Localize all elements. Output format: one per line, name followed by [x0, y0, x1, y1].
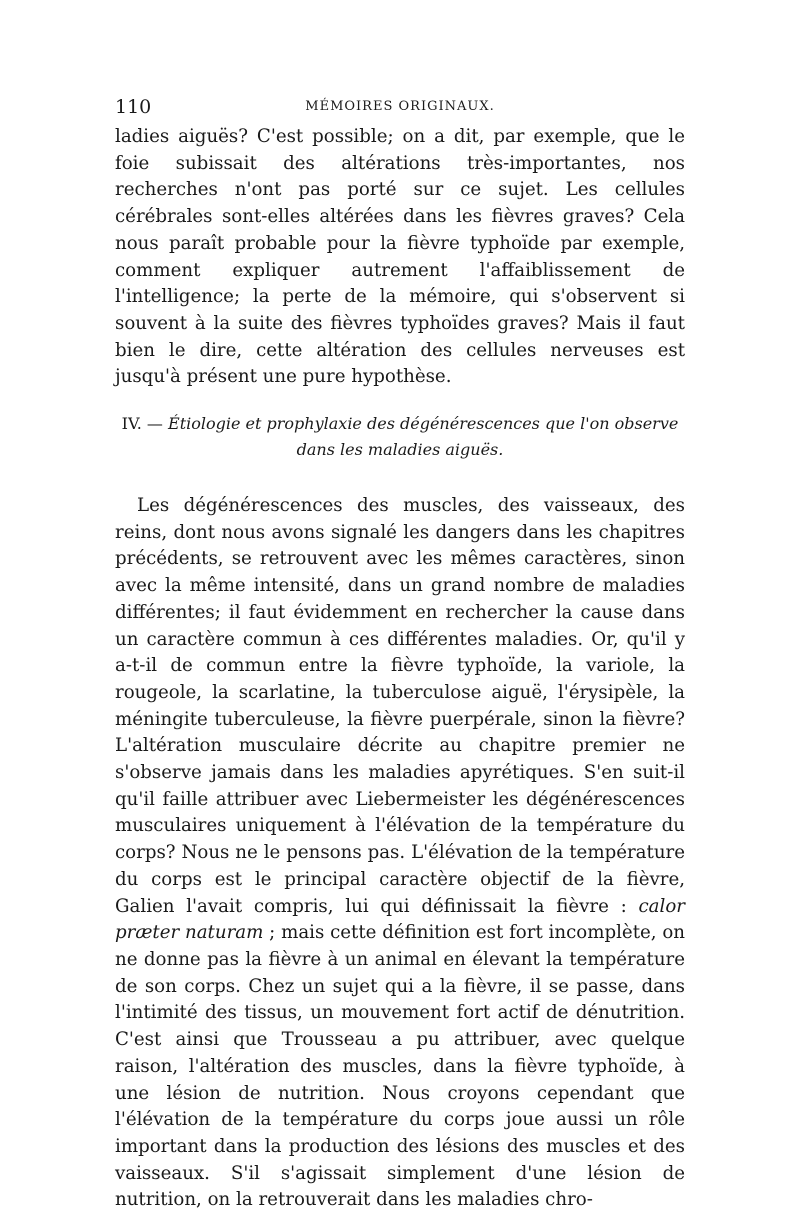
running-head: [115, 96, 685, 124]
paragraph-main: [115, 493, 685, 1214]
latin-quote: calor præter naturam: [115, 895, 685, 944]
page-number: 110: [115, 96, 152, 118]
paragraph-main-text-b: ; mais cette définition est fort incomplète, on ne donne pas la fièvre à un animal en élevant la température de son corps. Chez un sujet qui a la fièvre, il se passe, dans l'intimité des tissus, un mouvement fort actif de dénutrition. C'est ainsi que Trousseau a pu attribuer, avec quelque raison, l'altération des muscles, dans la fièvre typhoïde, à une lésion de nutrition. Nous croyons cependant que l'élévation de la température du corps joue aussi un rôle important dans la production des lésions des muscles et des vaisseaux. S'il s'agissait simplement d'une lésion de nutrition, on la retrouverait dans les maladies chro-: [115, 922, 686, 1211]
section-number: IV. —: [121, 414, 163, 434]
page: [115, 96, 685, 1214]
section-heading: [115, 411, 685, 463]
paragraph-main-text-a: Les dégénérescences des muscles, des vaisseaux, des reins, dont nous avons signalé les dangers dans les chapitres précédents, se retrouvent avec les mêmes caractères, sinon avec la même intensité, dans un grand nombre de maladies différentes; il faut évidemment en rechercher la cause dans un caractère commun à ces différentes maladies. Or, qu'il y a-t-il de commun entre la fièvre typhoïde, la variole, la rougeole, la scarlatine, la tuberculose aiguë, l'érysipèle, la méningite tuberculeuse, la fièvre puerpérale, sinon la fièvre? L'altération musculaire décrite au chapitre premier ne s'observe jamais dans les maladies apyrétiques. S'en suit-il qu'il faille attribuer avec Liebermeister les dégénérescences musculaires uniquement à l'élévation de la température du corps? Nous ne le pensons pas. L'élévation de la température du corps est le principal caractère objectif de la fièvre, Galien l'avait compris, lui qui définissait la fièvre :: [115, 495, 685, 917]
paragraph-continuation: ladies aiguës? C'est possible; on a dit, par exemple, que le foie subissait des altérations très-importantes, nos recherches n'ont pas porté sur ce sujet. Les cellules cérébrales sont-elles altérées dans les fièvres graves? Cela nous paraît probable pour la fièvre typhoïde par exemple, comment expliquer autrement l'affaiblissement de l'intelligence; la perte de la mémoire, qui s'observent si souvent à la suite des fièvres typhoïdes graves? Mais il faut bien le dire, cette altération des cellules nerveuses est jusqu'à présent une pure hypothèse.: [115, 126, 685, 388]
section-title-line2: dans les maladies aiguës.: [296, 440, 504, 460]
running-title: MÉMOIRES ORIGINAUX.: [305, 99, 495, 114]
section-title-line1: Étiologie et prophylaxie des dégénérescences que l'on observe: [168, 414, 679, 434]
